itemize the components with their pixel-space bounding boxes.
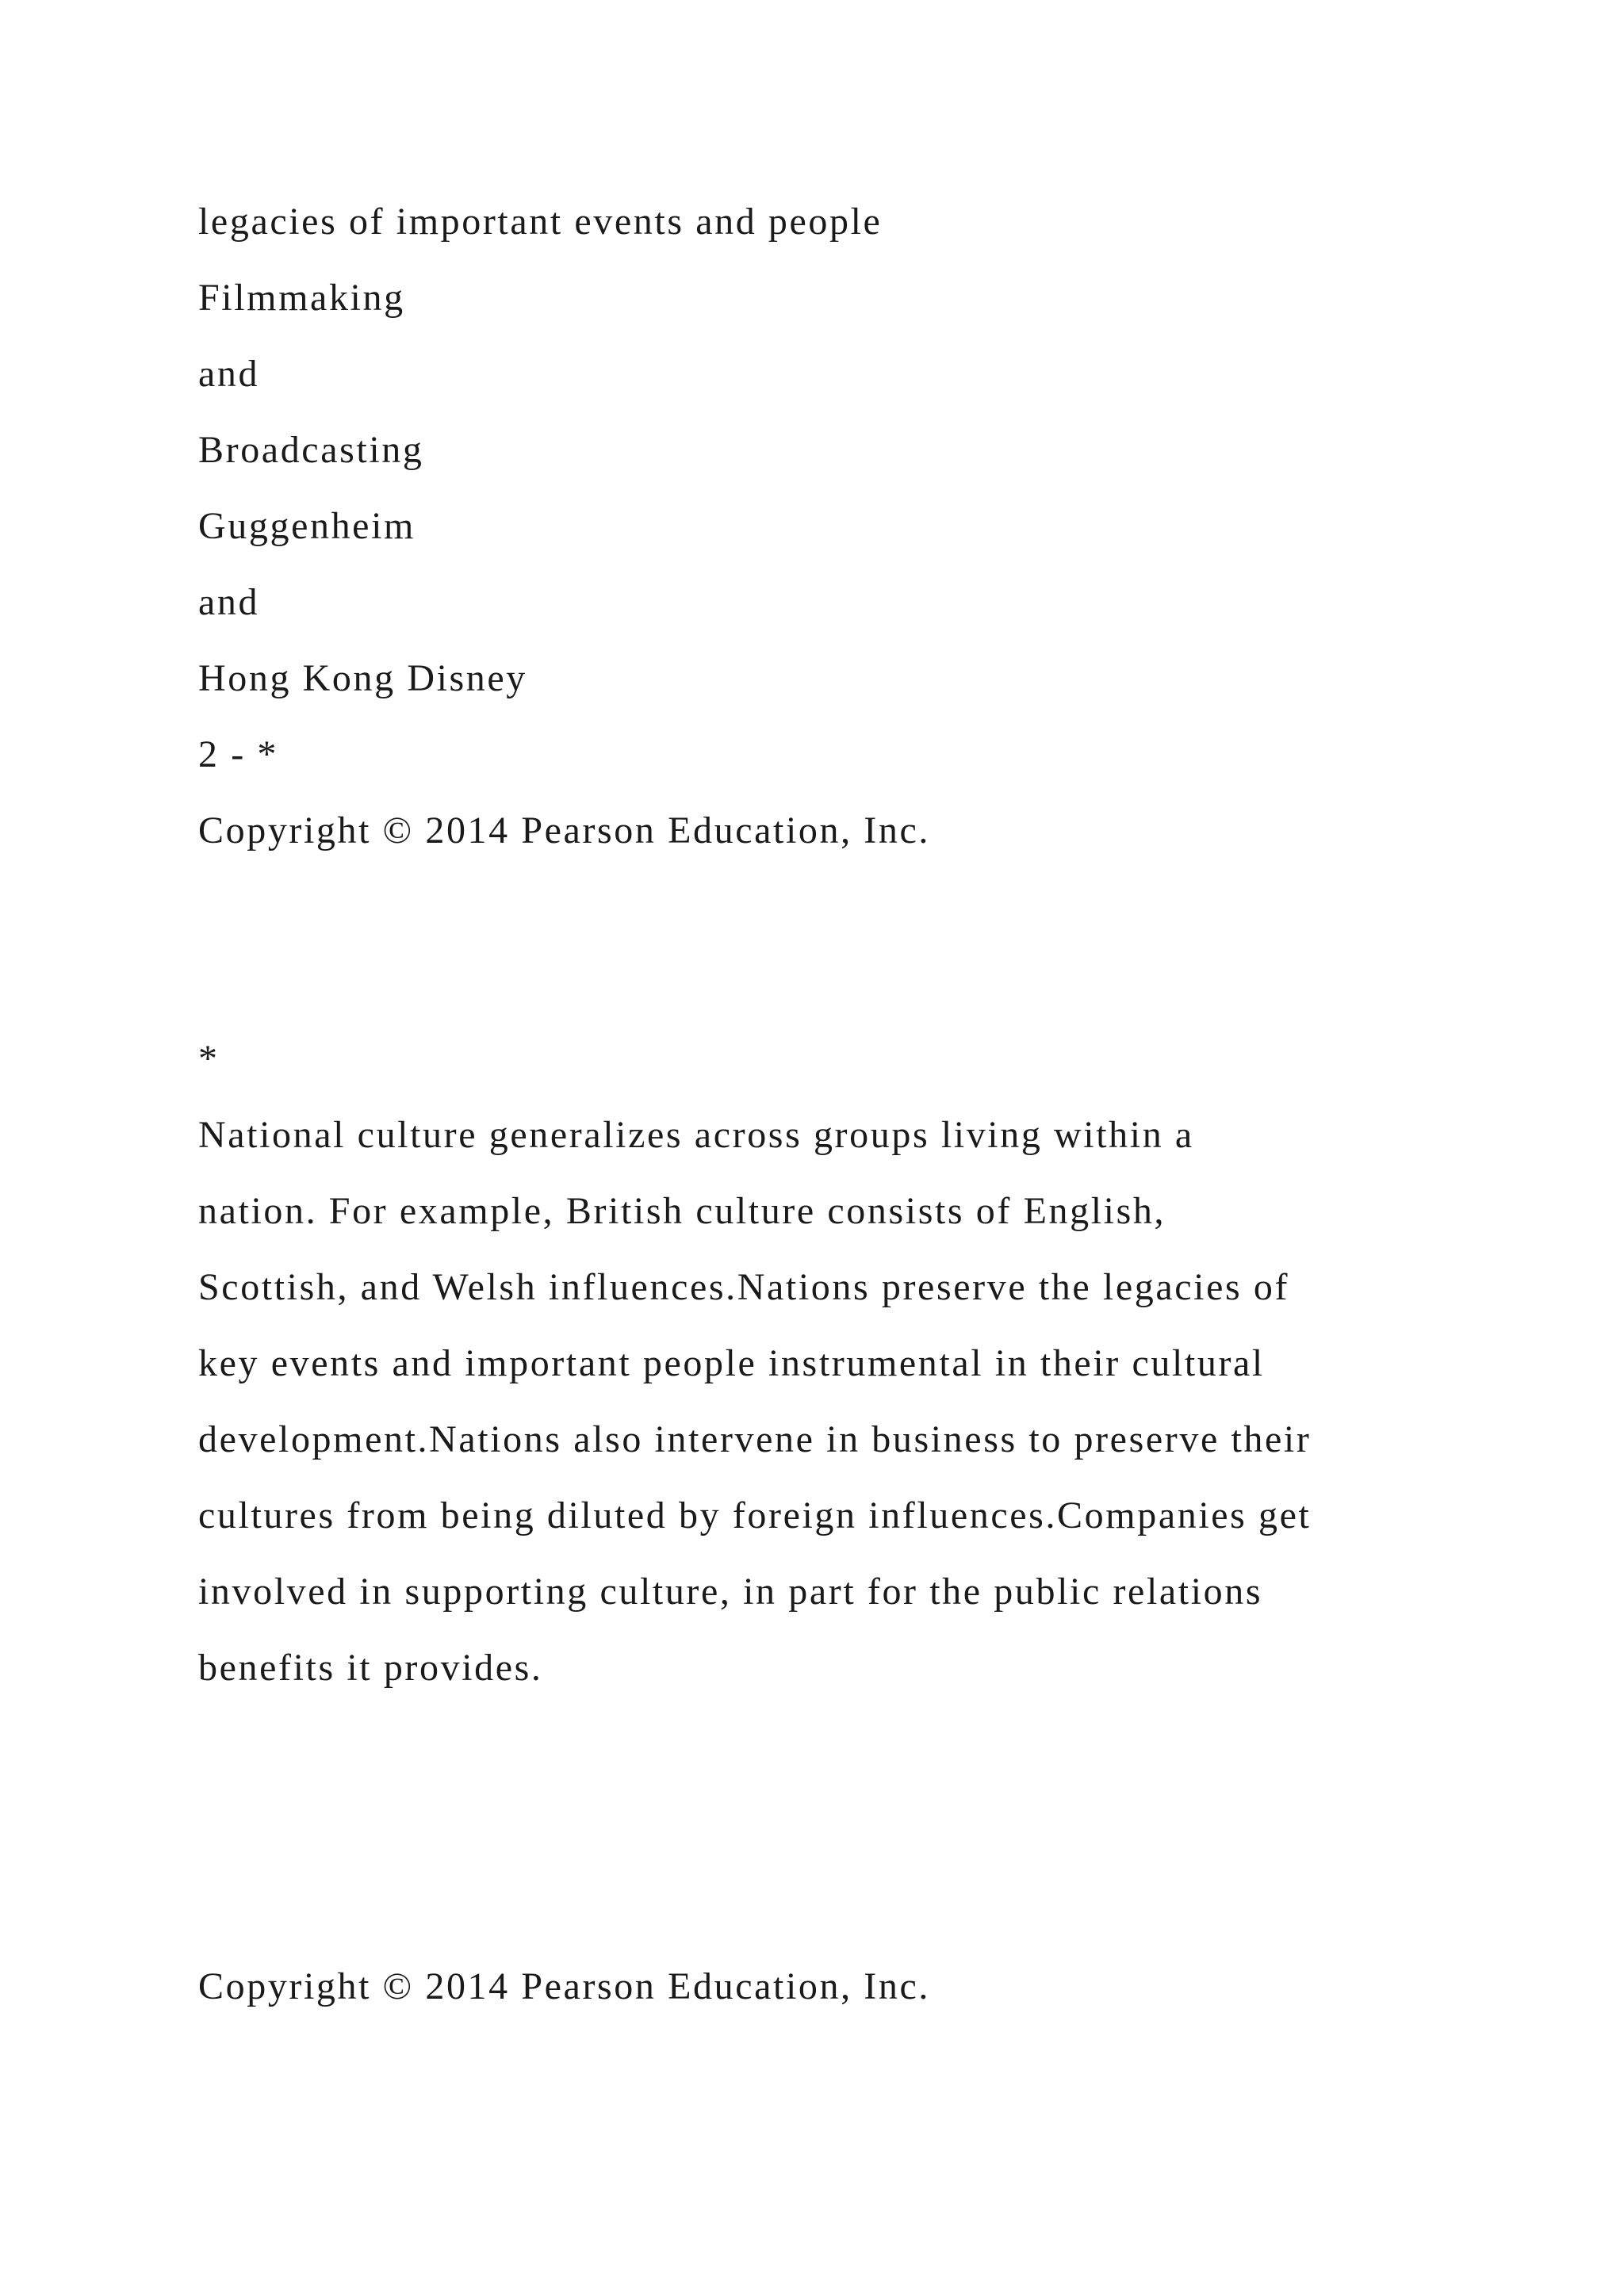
text-line-broadcasting: Broadcasting <box>198 429 424 471</box>
text-line-hong-kong-disney: Hong Kong Disney <box>198 657 527 699</box>
paragraph-line: involved in supporting culture, in part for the public relations <box>198 1571 1263 1613</box>
footer-copyright-notice: Copyright © 2014 Pearson Education, Inc. <box>198 1965 930 2007</box>
paragraph-line: Scottish, and Welsh influences.Nations preserve the legacies of <box>198 1266 1290 1308</box>
text-line-guggenheim: Guggenheim <box>198 505 416 547</box>
paragraph-line: cultures from being diluted by foreign influences.Companies get <box>198 1494 1312 1536</box>
paragraph-line: key events and important people instrumental in their cultural <box>198 1342 1265 1384</box>
text-line-filmmaking: Filmmaking <box>198 277 405 319</box>
text-line-legacies: legacies of important events and people <box>198 201 883 243</box>
text-line-and: and <box>198 353 260 395</box>
paragraph-line: National culture generalizes across groups living within a <box>198 1114 1194 1156</box>
paragraph-line: benefits it provides. <box>198 1647 543 1689</box>
slide-number: 2 - * <box>198 733 278 775</box>
copyright-notice: Copyright © 2014 Pearson Education, Inc. <box>198 809 930 851</box>
paragraph-line: development.Nations also intervene in business to preserve their <box>198 1418 1312 1460</box>
text-line-and: and <box>198 581 260 623</box>
slide-marker: * <box>198 1038 220 1080</box>
paragraph-line: nation. For example, British culture consists of English, <box>198 1190 1166 1232</box>
